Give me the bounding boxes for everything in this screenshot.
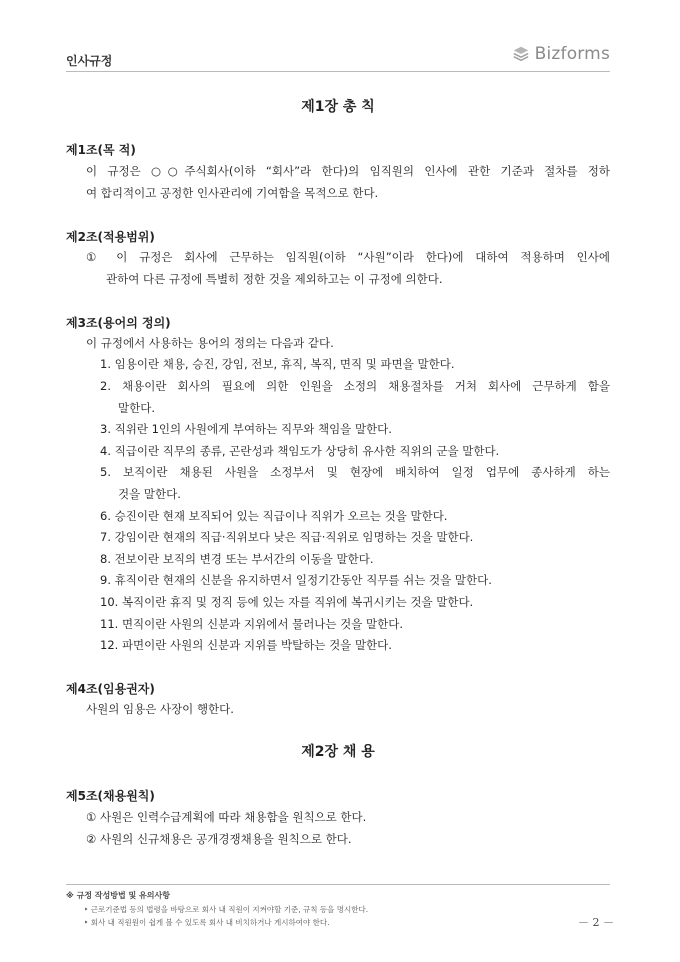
definition-item: 4. 직급이란 직무의 종류, 곤란성과 책임도가 상당히 유사한 직위의 군을 말한다. — [100, 444, 500, 458]
definition-item: 8. 전보이란 보직의 변경 또는 부서간의 이동을 말한다. — [100, 552, 374, 566]
article-title: 제4조(임용권자) — [66, 682, 155, 696]
definition-item: 7. 강임이란 현재의 직급·직위보다 낮은 직급·직위로 임명하는 것을 말한다. — [100, 530, 474, 544]
definition-item: 6. 승진이란 현재 보직되어 있는 직급이나 직위가 오르는 것을 말한다. — [100, 509, 448, 523]
footnote-item: ‣ 근로기준법 등의 법령을 바탕으로 회사 내 직원이 지켜야할 기준, 규칙 등을 명시한다. — [84, 905, 369, 914]
clause-text: ① 이 규정은 회사에 근무하는 임직원(이하 “사원”이라 한다)에 대하여 적용하며 인사에 — [86, 250, 610, 264]
definition-item: 10. 복직이란 휴직 및 정직 등에 있는 자를 직위에 복귀시키는 것을 말한다. — [100, 595, 474, 609]
article-title: 제1조(목 적) — [66, 143, 136, 157]
page-header — [66, 40, 610, 72]
document-title: 인사규정 — [66, 54, 113, 68]
page-number: － 2 － — [578, 916, 614, 929]
header-divider — [66, 71, 610, 72]
definition-item: 11. 면직이란 사원의 신분과 지위에서 물러나는 것을 말한다. — [100, 617, 404, 631]
article-text: 여 합리적이고 공정한 인사관리에 기여함을 목적으로 한다. — [86, 186, 379, 200]
clause-text: ① 사원은 인력수급계획에 따라 채용함을 원칙으로 한다. — [86, 810, 367, 824]
article-text: 사원의 임용은 사장이 행한다. — [86, 702, 234, 716]
chapter-heading: 제1장 총 칙 — [301, 99, 375, 115]
article-title: 제3조(용어의 정의) — [66, 316, 171, 330]
layers-icon — [512, 45, 530, 63]
clause-text: ② 사원의 신규채용은 공개경쟁채용을 원칙으로 한다. — [86, 832, 352, 846]
article-title: 제5조(채용원칙) — [66, 789, 155, 803]
article-text: 이 규정은 ○○주식회사(이하 “회사”라 한다)의 임직원의 인사에 관한 기준과 절차를 정하 — [86, 164, 610, 178]
brand-logo — [512, 44, 610, 64]
article-title: 제2조(적용범위) — [66, 230, 155, 244]
definition-item: 5. 보직이란 채용된 사원을 소정부서 및 현장에 배치하여 일정 업무에 종사하게 하는 — [100, 465, 610, 479]
definition-item: 9. 휴직이란 현재의 신분을 유지하면서 일정기간동안 직무를 쉬는 것을 말한다. — [100, 573, 492, 587]
footnote-heading: ※ 규정 작성방법 및 유의사항 — [66, 891, 170, 900]
definition-item: 3. 직위란 1인의 사원에게 부여하는 직무와 책임을 말한다. — [100, 422, 392, 436]
clause-text: 관하여 다른 규정에 특별히 정한 것을 제외하고는 이 규정에 의한다. — [106, 272, 443, 286]
definition-item: 것을 말한다. — [118, 487, 181, 501]
chapter-heading: 제2장 채 용 — [301, 744, 375, 760]
footnote-item: ‣ 회사 내 직원원이 쉽게 볼 수 있도록 회사 내 비치하거나 게시하여야 한다. — [84, 918, 330, 927]
footer-divider — [66, 884, 610, 885]
definition-item: 2. 채용이란 회사의 필요에 의한 인원을 소정의 채용절차를 거쳐 회사에 근무하게 함을 — [100, 379, 610, 393]
article-text: 이 규정에서 사용하는 용어의 정의는 다음과 같다. — [86, 336, 334, 350]
definition-item: 말한다. — [118, 401, 155, 415]
definition-item: 1. 임용이란 채용, 승진, 강임, 전보, 휴직, 복직, 면직 및 파면을 말한다. — [100, 357, 455, 371]
brand-name: Bizforms — [534, 44, 610, 64]
definition-item: 12. 파면이란 사원의 신분과 지위를 박탈하는 것을 말한다. — [100, 638, 392, 652]
